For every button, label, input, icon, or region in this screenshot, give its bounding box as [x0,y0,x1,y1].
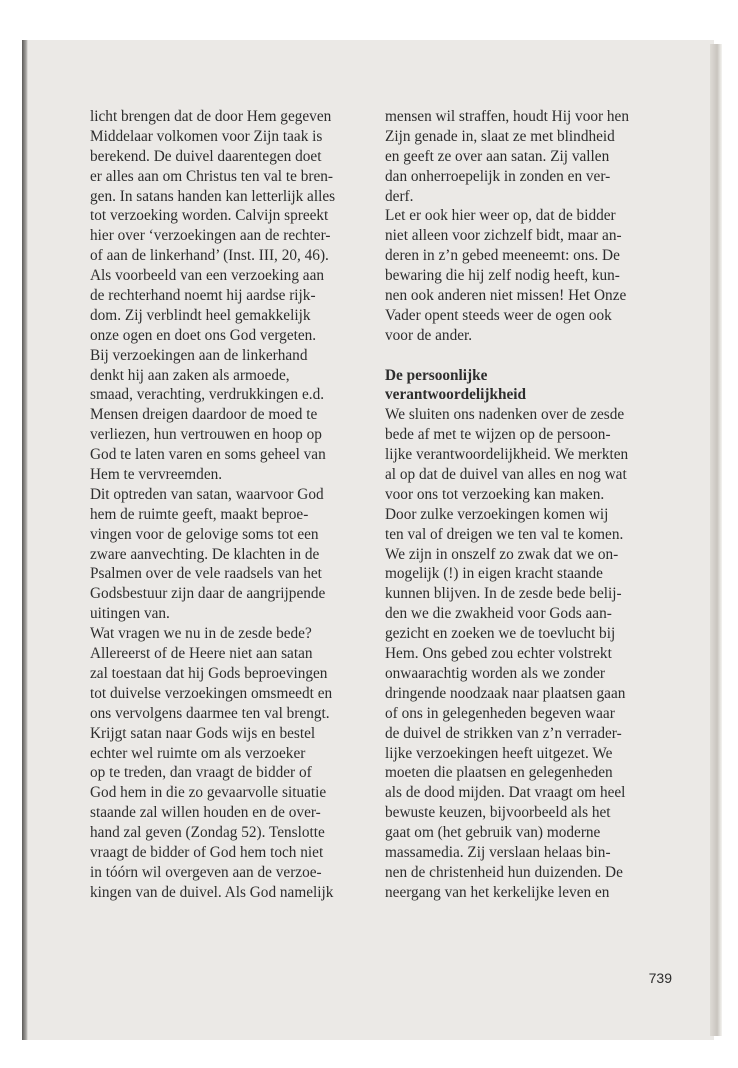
text-line: lijke verantwoordelijkheid. We merkten [385,446,629,464]
text-line: derf. [385,187,414,205]
text-line: nen ook anderen niet missen! Het Onze [385,287,627,305]
text-line: Middelaar volkomen voor Zijn taak is [90,127,323,145]
text-line: dom. Zij verblindt heel gemakkelijk [90,306,311,324]
text-line: God te laten varen en soms geheel van [90,446,326,464]
text-line: kunnen blijven. In de zesde bede belij- [385,585,622,603]
text-line: vingen voor de gelovige soms tot een [90,525,319,543]
text-line: niet alleen voor zichzelf bidt, maar an- [385,227,622,245]
text-line: tot verzoeking worden. Calvijn spreekt [90,207,329,225]
text-line: bede af met te wijzen op de persoon- [385,426,611,444]
text-line: Hem te vervreemden. [90,466,223,484]
text-line: tot duivelse verzoekingen omsmeedt en [90,684,333,702]
text-line: Vader opent steeds weer de ogen ook [385,306,612,324]
text-line: gezicht en zoeken we de toevlucht bij [385,625,616,643]
text-line: Wat vragen we nu in de zesde bede? [90,625,312,643]
text-line: moeten die plaatsen en gelegenheden [385,764,613,782]
text-line: licht brengen dat de door Hem gegeven [90,108,332,125]
text-line: Let er ook hier weer op, dat de bidder [385,207,616,225]
text-line: bewaring die hij zelf nodig heeft, kun- [385,267,620,285]
text-line: Zijn genade in, slaat ze met blindheid [385,127,615,145]
text-line: Als voorbeeld van een verzoeking aan [90,267,325,285]
text-line: deren in z’n gebed meeneemt: ons. De [385,247,620,265]
text-line: de rechterhand noemt hij aardse rijk- [90,287,316,305]
text-line: echter wel ruimte om als verzoeker [90,744,306,762]
text-line: verliezen, hun vertrouwen en hoop op [90,426,322,444]
page-number: 739 [648,970,672,986]
text-line: voor ons tot verzoeking kan maken. [385,485,605,503]
text-line: Godsbestuur zijn daar de aangrijpende [90,585,326,603]
text-line: Hem. Ons gebed zou echter volstrekt [385,645,612,663]
text-line: kingen van de duivel. Als God namelijk [90,883,334,901]
text-line: staande zal willen houden en de over- [90,804,321,822]
text-line: voor de ander. [385,326,473,344]
text-line: denkt hij aan zaken als armoede, [90,366,290,384]
text-line: berekend. De duivel daarentegen doet [90,147,322,165]
text-line: Allereerst of de Heere niet aan satan [90,645,313,663]
text-line: neergang van het kerkelijke leven en [385,883,610,901]
text-line: vraagt de bidder of God hem toch niet [90,843,324,861]
text-line: zal toestaan dat hij Gods beproevingen [90,664,328,682]
text-line: nen de christenheid hun duizenden. De [385,863,623,881]
text-line: den we die zwakheid voor Gods aan- [385,605,612,623]
text-line: als de dood mijden. Dat vraagt om heel [385,784,626,802]
text-line: dan onherroepelijk in zonden en ver- [385,167,611,185]
text-line: hem de ruimte geeft, maakt beproe- [90,505,309,523]
text-line: mensen wil straffen, houdt Hij voor hen [385,108,629,125]
text-line: dringende noodzaak naar plaatsen gaan [385,684,626,702]
text-line: ons vervolgens daarmee ten val brengt. [90,704,330,722]
blank-line [385,346,653,366]
text-line: of aan de linkerhand’ (Inst. III, 20, 46). [90,247,329,265]
text-line: op te treden, dan vraagt de bidder of [90,764,312,782]
right-column [385,107,653,903]
text-line: Door zulke verzoekingen komen wij [385,505,609,523]
text-line: er alles aan om Christus ten val te bren- [90,167,333,185]
book-spine-shadow [22,40,28,1040]
text-line: onze ogen en doet ons God vergeten. [90,326,317,344]
left-column [90,107,358,903]
text-line: Bij verzoekingen aan de linkerhand [90,346,308,364]
text-line: gen. In satans handen kan letterlijk alles [90,187,336,205]
text-line: onwaarachtig worden als we zonder [385,664,606,682]
text-line: lijke verzoekingen heeft uitgezet. We [385,744,613,762]
section-heading-line: De persoonlijke [385,366,488,384]
text-line: en geeft ze over aan satan. Zij vallen [385,147,610,165]
text-line: ten val of dreigen we ten val te komen. [385,525,624,543]
text-line: in tóórn wil overgeven aan de verzoe- [90,863,322,881]
text-line: massamedia. Zij verslaan helaas bin- [385,843,611,861]
text-line: Dit optreden van satan, waarvoor God [90,485,324,503]
text-line: Mensen dreigen daardoor de moed te [90,406,318,424]
text-line: gaat om (het gebruik van) moderne [385,824,601,842]
section-heading-line: verantwoordelijkheid [385,386,527,404]
text-line: zware aanvechting. De klachten in de [90,545,320,563]
text-line: We sluiten ons nadenken over de zesde [385,406,625,424]
text-line: Krijgt satan naar Gods wijs en bestel [90,724,316,742]
text-line: We zijn in onszelf zo zwak dat we on- [385,545,619,563]
text-line: God hem in die zo gevaarvolle situatie [90,784,327,802]
text-line: uitingen van. [90,605,170,623]
page-edge [710,44,722,1036]
text-line: hier over ‘verzoekingen aan de rechter- [90,227,331,245]
text-line: de duivel de strikken van z’n verrader- [385,724,622,742]
text-line: of ons in gelegenheden begeven waar [385,704,615,722]
text-line: bewuste keuzen, bijvoorbeeld als het [385,804,611,822]
text-line: al op dat de duivel van alles en nog wat [385,466,627,484]
text-line: mogelijk (!) in eigen kracht staande [385,565,603,583]
text-line: Psalmen over de vele raadsels van het [90,565,322,583]
text-line: smaad, verachting, verdrukkingen e.d. [90,386,325,404]
text-line: hand zal geven (Zondag 52). Tenslotte [90,824,325,842]
